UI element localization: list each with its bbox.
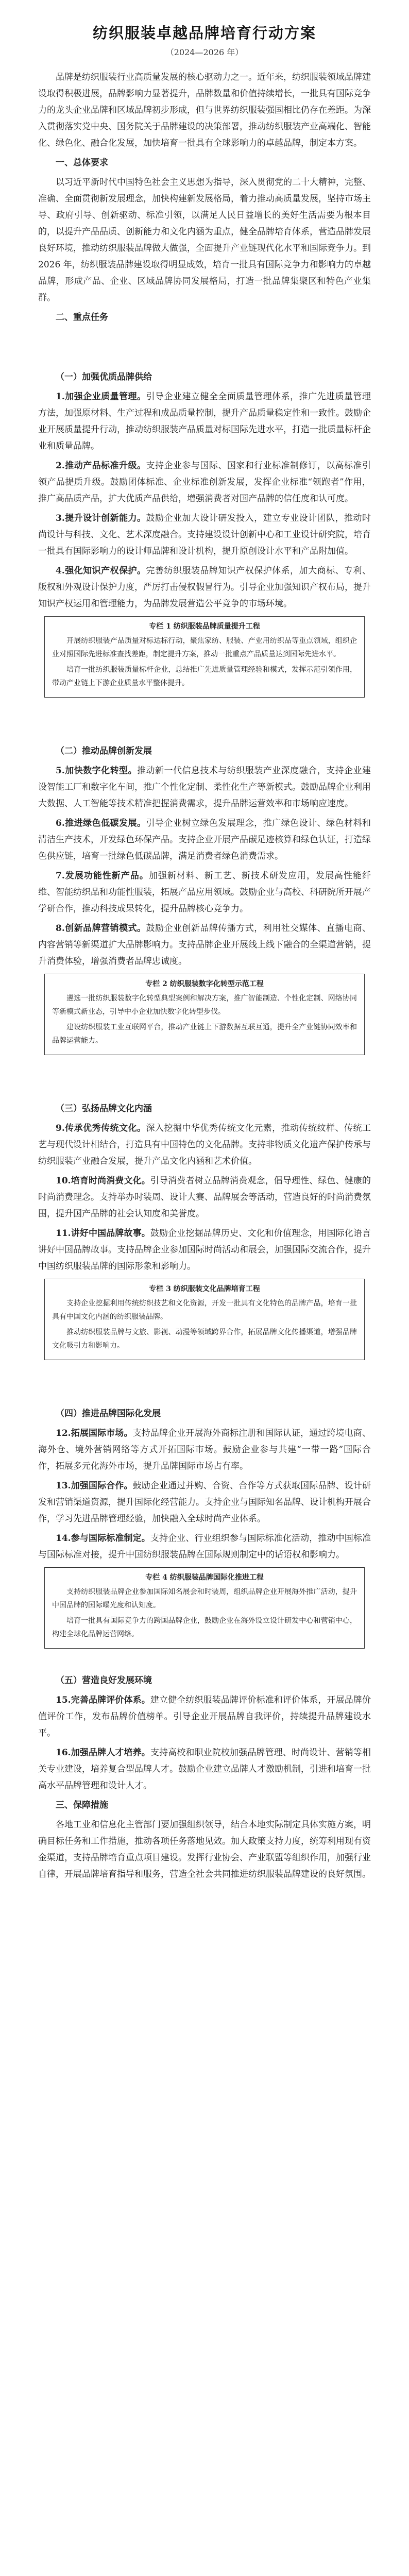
task-text: 鼓励企业加大设计研发投入，建立专业设计团队，推动时尚设计与科技、文化、艺术深度融合。支持建设设计创新中心和工业设计研究院，培育一批具有国际影响力的设计师品牌和设计机构，提升原创设计水平和产品附加值。 xyxy=(38,513,371,556)
task-item xyxy=(38,1120,371,1170)
task-item xyxy=(38,815,371,865)
task-lead: 7.发展功能性新产品。 xyxy=(56,871,149,881)
task-text: 鼓励企业创新品牌传播方式，利用社交媒体、直播电商、内容营销等新渠道扩大品牌影响力。支持品牌企业开展线上线下融合的全渠道营销，提升消费体验，增强消费者品牌忠诚度。 xyxy=(38,923,371,967)
subsection-heading-1: （一）加强优质品牌供给 xyxy=(56,372,152,382)
subsection-heading-2: （二）推动品牌创新发展 xyxy=(56,746,152,756)
task-item xyxy=(38,510,371,560)
task-lead: 9.传承优秀传统文化。 xyxy=(56,1123,146,1133)
task-item xyxy=(38,1530,371,1563)
task-text: 鼓励企业通过并购、合资、合作等方式获取国际品牌、设计研发和营销渠道资源，提升国际化经营能力。支持企业与国际知名品牌、设计机构开展合作，学习先进品牌管理经验，加快融入全球时尚产业体系。 xyxy=(38,1481,371,1524)
task-text: 建立健全纺织服装品牌评价标准和评价体系，开展品牌价值评价工作，发布品牌价值榜单。引导企业开展品牌自我评价，持续提升品牌建设水平。 xyxy=(38,1695,371,1738)
task-text: 引导消费者树立品牌消费观念，倡导理性、绿色、健康的时尚消费理念。支持举办时装周、设计大赛、品牌展会等活动，营造良好的时尚消费氛围，提升国产品牌的社会认知度和美誉度。 xyxy=(38,1176,371,1219)
task-text: 鼓励企业挖掘品牌历史、文化和价值理念，用国际化语言讲好中国品牌故事。支持品牌企业参加国际时尚活动和展会，加强国际交流合作，提升中国纺织服装品牌的国际形象和影响力。 xyxy=(38,1228,371,1272)
task-lead: 2.推动产品标准升级。 xyxy=(56,461,146,471)
task-item xyxy=(38,563,371,612)
column-box-4 xyxy=(44,1567,365,1649)
intro-paragraph: 品牌是纺织服装行业高质量发展的核心驱动力之一。近年来，纺织服装领域品牌建设取得积极进展，品牌影响力显著提升，品牌数量和价值持续增长，一批具有国际竞争力的龙头企业品牌和区域品牌初步形成，但与世界纺织服装强国相比仍存在差距。为深入贯彻落实党中央、国务院关于品牌建设的决策部署，推动纺织服装产业高端化、智能化、绿色化、融合化发展，加快培育一批具有全球影响力的卓越品牌，制定本方案。 xyxy=(38,72,371,148)
box-text: 培育一批纺织服装质量标杆企业，总结推广先进质量管理经验和模式，发挥示范引领作用，带动产业链上下游企业质量水平整体提升。 xyxy=(52,666,357,687)
task-text: 完善纺织服装品牌知识产权保护体系，加大商标、专利、版权和外观设计保护力度，严厉打击侵权假冒行为。引导企业加强知识产权布局，提升知识产权运用和管理能力，为品牌发展营造公平竞争的市场环境。 xyxy=(38,566,371,609)
task-lead: 15.完善品牌评价体系。 xyxy=(56,1695,150,1705)
task-item xyxy=(38,868,371,917)
task-lead: 1.加强企业质量管理。 xyxy=(56,392,146,402)
task-item xyxy=(38,1425,371,1475)
task-item xyxy=(38,1225,371,1275)
subsection-heading-5: （五）营造良好发展环境 xyxy=(56,1675,152,1686)
box-text: 培育一批具有国际竞争力的跨国品牌企业，鼓励企业在海外设立设计研发中心和营销中心，构建全球化品牌运营网络。 xyxy=(52,1617,357,1638)
document-subtitle: （2024—2026 年） xyxy=(165,47,244,57)
column-box-3 xyxy=(44,1279,365,1360)
section-heading-general: 一、总体要求 xyxy=(56,158,108,168)
task-lead: 13.加强国际合作。 xyxy=(56,1481,133,1491)
task-item xyxy=(38,1478,371,1527)
guarantee-paragraph: 各地工业和信息化主管部门要加强组织领导，结合本地实际制定具体实施方案，明确目标任务和工作措施，推动各项任务落地见效。加大政策支持力度，统筹利用现有资金渠道，支持品牌培育重点项目建设。发挥行业协会、产业联盟等组织作用，加强行业自律，开展品牌培育指导和服务，营造全社会共同推进纺织服装品牌建设的良好氛围。 xyxy=(38,1820,371,1879)
task-text: 推动新一代信息技术与纺织服装产业深度融合，支持企业建设智能工厂和数字化车间，推广个性化定制、柔性化生产等新模式。鼓励品牌企业利用大数据、人工智能等技术精准把握消费需求，提升品牌运营效率和市场响应速度。 xyxy=(38,766,371,809)
subsection-heading-4: （四）推进品牌国际化发展 xyxy=(56,1409,161,1419)
box-text: 支持纺织服装品牌企业参加国际知名展会和时装周，组织品牌企业开展海外推广活动，提升中国品牌的国际曝光度和认知度。 xyxy=(52,1588,357,1609)
column-box-1 xyxy=(44,616,365,698)
task-lead: 3.提升设计创新能力。 xyxy=(56,513,146,523)
section-heading-tasks: 二、重点任务 xyxy=(56,312,108,323)
task-item xyxy=(38,1744,371,1794)
task-item xyxy=(38,1692,371,1741)
section-heading-guarantee: 三、保障措施 xyxy=(56,1800,108,1810)
box-title: 专栏 2 纺织服装数字化转型示范工程 xyxy=(145,980,264,988)
box-text: 建设纺织服装工业互联网平台，推动产业链上下游数据互联互通，提升全产业链协同效率和品牌运营能力。 xyxy=(52,1023,357,1045)
box-title: 专栏 3 纺织服装文化品牌培育工程 xyxy=(149,1285,260,1293)
box-text: 遴选一批纺织服装数字化转型典型案例和解决方案，推广智能制造、个性化定制、网络协同等新模式新业态，引导中小企业加快数字化转型步伐。 xyxy=(52,994,357,1016)
subsection-heading-3: （三）弘扬品牌文化内涵 xyxy=(56,1104,152,1114)
task-lead: 5.加快数字化转型。 xyxy=(56,766,138,776)
task-text: 支持企业、行业组织参与国际标准化活动，推动中国标准与国际标准对接，提升中国纺织服装品牌在国际规则制定中的话语权和影响力。 xyxy=(38,1533,371,1560)
task-item xyxy=(38,920,371,970)
task-text: 引导企业树立绿色发展理念，推广绿色设计、绿色材料和清洁生产技术，开发绿色环保产品。支持企业开展产品碳足迹核算和绿色认证，打造绿色供应链，培育一批绿色低碳品牌，满足消费者绿色消费需求。 xyxy=(38,818,371,861)
task-text: 加强新材料、新工艺、新技术研发应用，发展高性能纤维、智能纺织品和功能性服装，拓展产品应用领域。鼓励企业与高校、科研院所开展产学研合作，推动科技成果转化，提升品牌核心竞争力。 xyxy=(38,871,371,914)
task-lead: 6.推进绿色低碳发展。 xyxy=(56,818,146,828)
task-item xyxy=(38,388,371,454)
task-text: 支持企业参与国际、国家和行业标准制修订，以高标准引领产品提质升级。鼓励团体标准、企业标准创新发展，发挥企业标准“领跑者”作用，推广高品质产品，扩大优质产品供给，增强消费者对国产品牌的信任度和认可度。 xyxy=(38,461,371,504)
box-text: 开展纺织服装产品质量对标达标行动，聚焦家纺、服装、产业用纺织品等重点领域，组织企业对照国际先进标准查找差距，制定提升方案，推动一批重点产品质量达到国际先进水平。 xyxy=(52,637,357,658)
task-text: 支持高校和职业院校加强品牌管理、时尚设计、营销等相关专业建设，培养复合型品牌人才。鼓励企业建立品牌人才激励机制，引进和培育一批高水平品牌管理和设计人才。 xyxy=(38,1748,371,1791)
column-box-2 xyxy=(44,974,365,1055)
box-text: 支持企业挖掘利用传统纺织技艺和文化资源，开发一批具有文化特色的品牌产品，培育一批具有中国文化内涵的纺织服装品牌。 xyxy=(52,1299,357,1321)
task-lead: 14.参与国际标准制定。 xyxy=(56,1533,150,1544)
box-text: 推动纺织服装品牌与文旅、影视、动漫等领域跨界合作，拓展品牌文化传播渠道，增强品牌文化吸引力和影响力。 xyxy=(52,1328,357,1350)
task-text: 深入挖掘中华优秀传统文化元素，推动传统纹样、传统工艺与现代设计相结合，打造具有中国特色的文化品牌。支持非物质文化遗产保护传承与纺织服装产业融合发展，提升产品文化内涵和艺术价值。 xyxy=(38,1123,371,1166)
task-lead: 12.拓展国际市场。 xyxy=(56,1428,133,1438)
task-item xyxy=(38,457,371,507)
box-title: 专栏 1 纺织服装品牌质量提升工程 xyxy=(149,622,260,631)
task-text: 支持品牌企业开展海外商标注册和国际认证，通过跨境电商、海外仓、境外营销网络等方式开拓国际市场。鼓励企业参与共建“一带一路”国际合作，拓展多元化海外市场，提升品牌国际市场占有率。 xyxy=(38,1428,371,1471)
document-title: 纺织服装卓越品牌培育行动方案 xyxy=(92,24,316,42)
task-item xyxy=(38,762,371,812)
task-lead: 8.创新品牌营销模式。 xyxy=(56,923,146,934)
box-title: 专栏 4 纺织服装品牌国际化推进工程 xyxy=(145,1573,264,1582)
task-lead: 10.培育时尚消费文化。 xyxy=(56,1176,150,1186)
general-paragraph: 以习近平新时代中国特色社会主义思想为指导，深入贯彻党的二十大精神，完整、准确、全面贯彻新发展理念，加快构建新发展格局，着力推动高质量发展，坚持市场主导、政府引导、创新驱动、标准引领，以满足人民日益增长的美好生活需要为根本目的，以提升产品品质、创新能力和文化内涵为重点，健全品牌培育体系，营造品牌发展良好环境，推动纺织服装品牌做大做强，全面提升产业链现代化水平和国际竞争力。到 2026 年，纺织服装品牌建设取得明显成效，培育一批具有国际竞争力和影响力的卓越品牌，形成产品、企业、区域品牌协同发展格局，打造一批品牌集聚区和特色产业集群。 xyxy=(38,177,371,303)
task-lead: 4.强化知识产权保护。 xyxy=(56,566,146,576)
task-item xyxy=(38,1173,371,1222)
task-lead: 11.讲好中国品牌故事。 xyxy=(56,1228,150,1239)
task-lead: 16.加强品牌人才培养。 xyxy=(56,1748,150,1758)
task-text: 引导企业建立健全全面质量管理体系，推广先进质量管理方法，加强原材料、生产过程和成品质量控制，提升产品质量稳定性和一致性。鼓励企业开展质量提升行动，推动纺织服装产品质量对标国际先进水平，打造一批质量标杆企业和质量品牌。 xyxy=(38,392,371,451)
